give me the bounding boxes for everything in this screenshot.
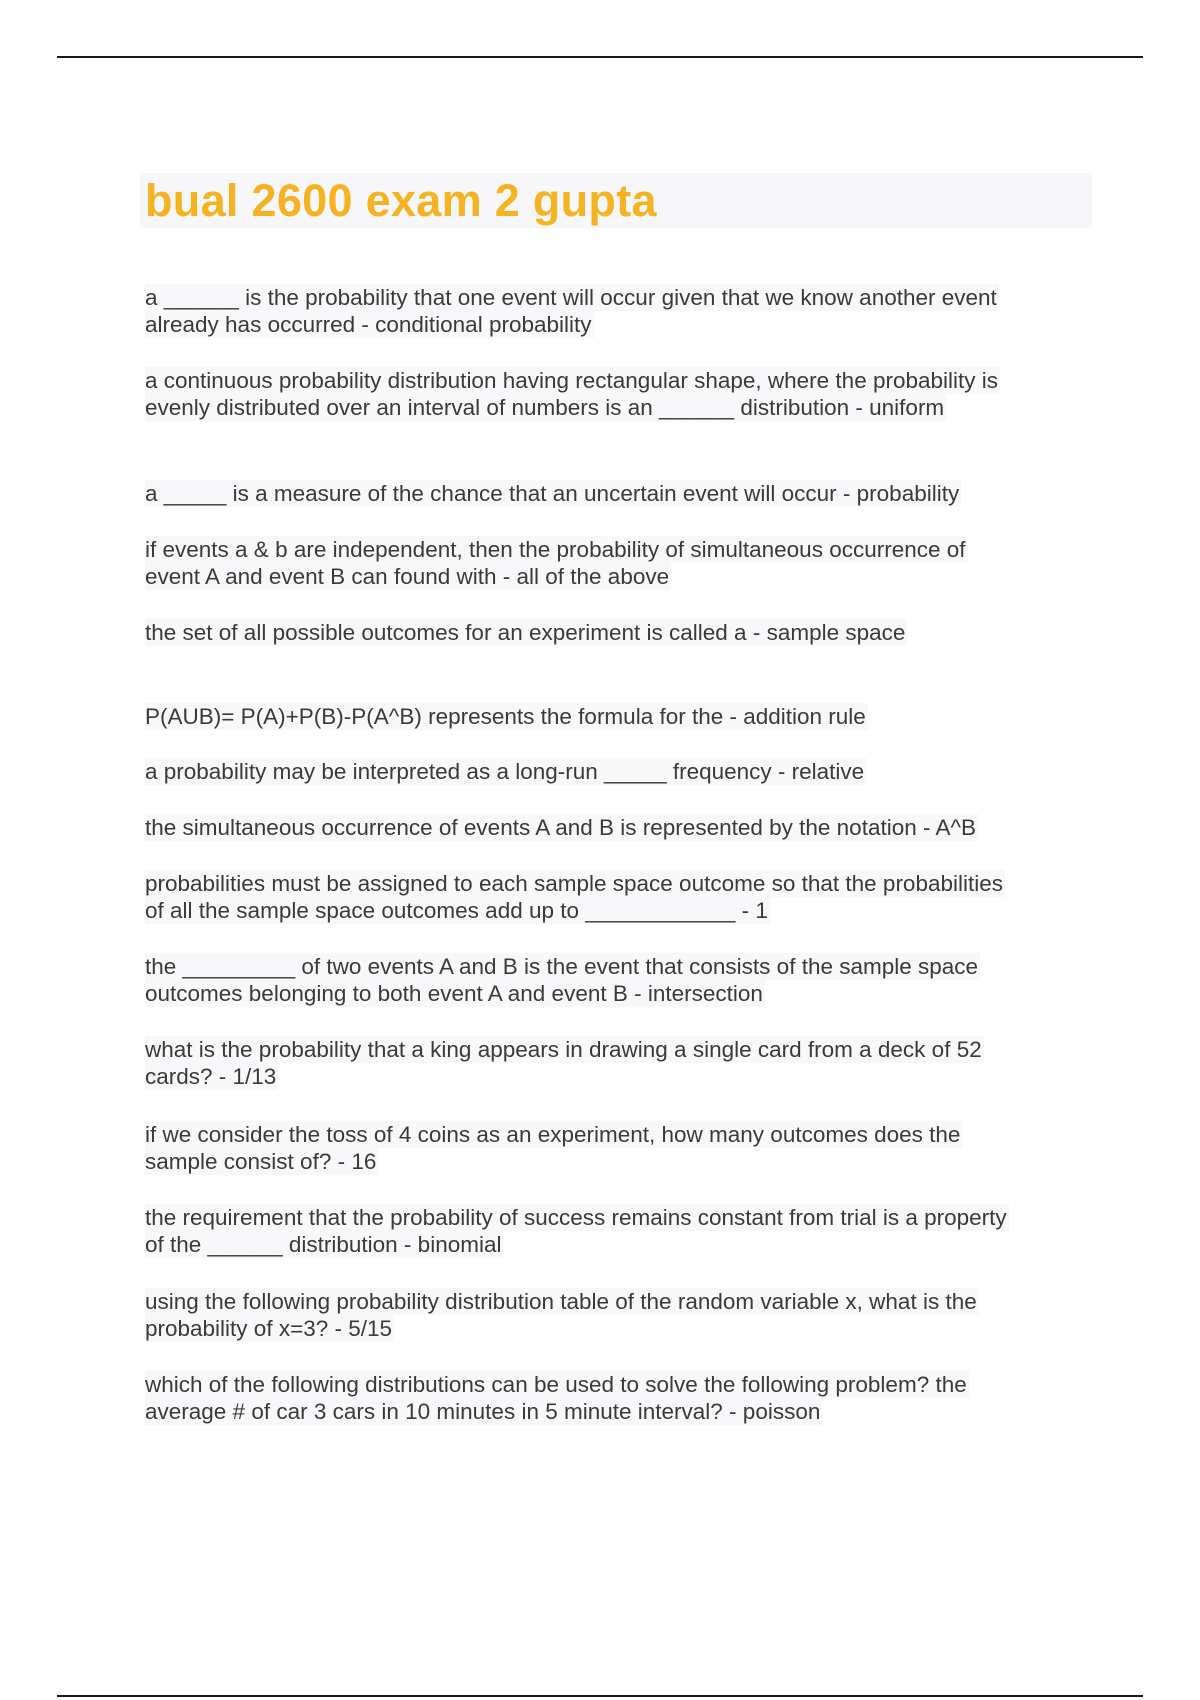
qa-line: probability of x=3? - 5/15 bbox=[145, 1316, 393, 1341]
qa-line: average # of car 3 cars in 10 minutes in 5 minute interval? - poisson bbox=[145, 1399, 821, 1424]
qa-line: sample consist of? - 16 bbox=[145, 1149, 377, 1174]
qa-line: the set of all possible outcomes for an experiment is called a - sample space bbox=[145, 620, 906, 645]
qa-item bbox=[145, 536, 968, 590]
qa-line: the simultaneous occurrence of events A and B is represented by the notation - A^B bbox=[145, 815, 977, 840]
qa-line: event A and event B can found with - all of the above bbox=[145, 564, 670, 589]
qa-item bbox=[145, 480, 961, 507]
qa-item bbox=[145, 284, 999, 338]
qa-line: a _____ is a measure of the chance that an uncertain event will occur - probability bbox=[145, 481, 960, 506]
bottom-rule bbox=[57, 1695, 1143, 1697]
qa-line: P(AUB)= P(A)+P(B)-P(A^B) represents the formula for the - addition rule bbox=[145, 704, 866, 729]
qa-line: which of the following distributions can be used to solve the following problem? the bbox=[145, 1372, 967, 1397]
qa-line: outcomes belonging to both event A and event B - intersection bbox=[145, 981, 763, 1006]
qa-line: if events a & b are independent, then the probability of simultaneous occurrence of bbox=[145, 537, 966, 562]
qa-line: evenly distributed over an interval of numbers is an ______ distribution - uniform bbox=[145, 395, 945, 420]
document-title: bual 2600 exam 2 gupta bbox=[145, 175, 657, 226]
qa-line: a probability may be interpreted as a long-run _____ frequency - relative bbox=[145, 759, 865, 784]
qa-item bbox=[145, 870, 1005, 924]
qa-item bbox=[145, 1371, 969, 1425]
top-rule bbox=[57, 56, 1143, 58]
qa-line: if we consider the toss of 4 coins as an experiment, how many outcomes does the bbox=[145, 1122, 961, 1147]
qa-item bbox=[145, 953, 980, 1007]
qa-item bbox=[145, 619, 907, 646]
qa-line: the requirement that the probability of success remains constant from trial is a property bbox=[145, 1205, 1007, 1230]
qa-item bbox=[145, 1121, 962, 1175]
qa-item bbox=[145, 1204, 1009, 1258]
qa-line: the _________ of two events A and B is the event that consists of the sample space bbox=[145, 954, 979, 979]
qa-item bbox=[145, 1036, 984, 1090]
qa-item bbox=[145, 367, 1000, 421]
qa-line: using the following probability distribution table of the random variable x, what is the bbox=[145, 1289, 977, 1314]
qa-line: of the ______ distribution - binomial bbox=[145, 1232, 502, 1257]
qa-line: of all the sample space outcomes add up to ____________ - 1 bbox=[145, 898, 768, 923]
qa-item bbox=[145, 758, 866, 785]
qa-item bbox=[145, 1288, 979, 1342]
qa-line: a ______ is the probability that one event will occur given that we know another event bbox=[145, 285, 997, 310]
qa-item bbox=[145, 814, 978, 841]
qa-line: already has occurred - conditional probability bbox=[145, 312, 592, 337]
qa-line: cards? - 1/13 bbox=[145, 1064, 277, 1089]
qa-item bbox=[145, 703, 868, 730]
qa-line: what is the probability that a king appears in drawing a single card from a deck of 52 bbox=[145, 1037, 982, 1062]
qa-line: a continuous probability distribution having rectangular shape, where the probability is bbox=[145, 368, 999, 393]
qa-line: probabilities must be assigned to each sample space outcome so that the probabilities bbox=[145, 871, 1003, 896]
